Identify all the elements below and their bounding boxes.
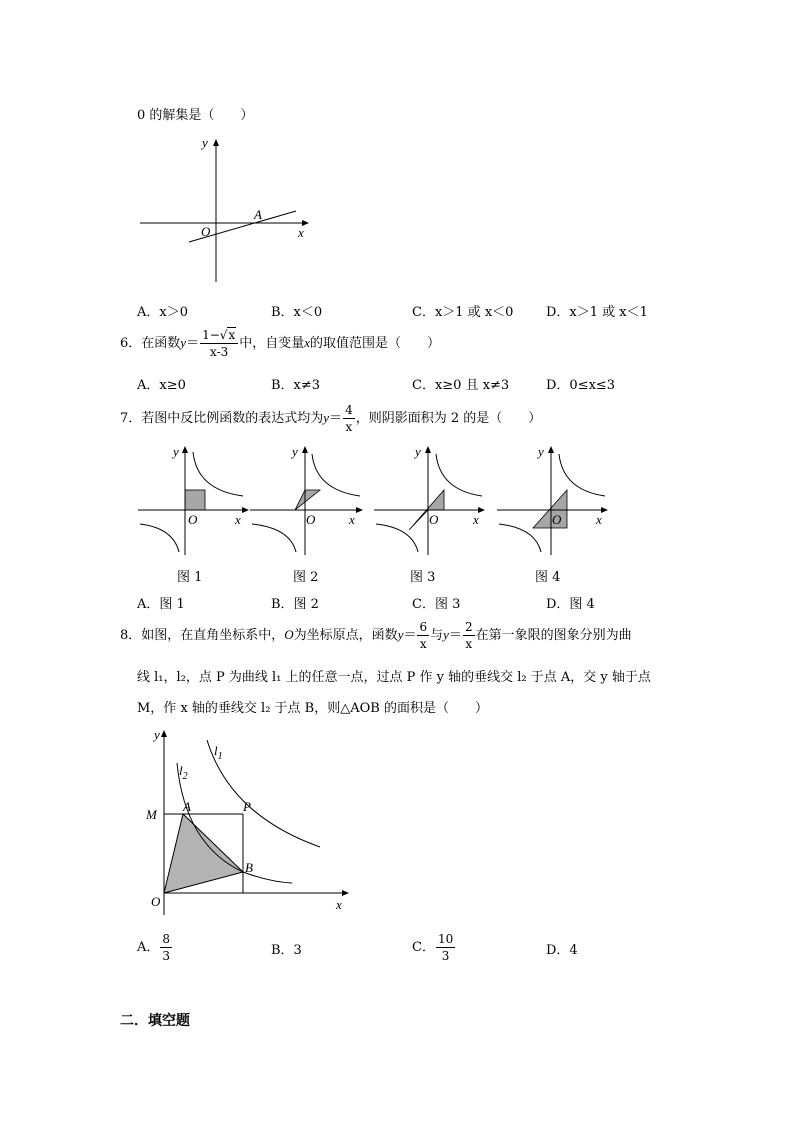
svg-text:A: A <box>183 799 191 814</box>
svg-text:y: y <box>538 444 544 459</box>
svg-text:P: P <box>243 799 251 814</box>
q7-fig4-shade <box>533 490 567 528</box>
q7-stem: 7．若图中反比例函数的表达式均为y＝ $\frac{4}{x}$ ，则阴影面积为 2 的是（ ） <box>120 403 542 434</box>
svg-text:O: O <box>188 512 198 527</box>
q6-option-b[interactable]: B．x≠3 <box>271 378 321 393</box>
q7-caption-4: 图 4 <box>535 570 561 585</box>
q5-point-a-label: A <box>254 207 262 222</box>
q7-option-d[interactable]: D．图 4 <box>546 597 595 612</box>
svg-text:x: x <box>473 512 479 527</box>
q7-figure-1 <box>135 440 255 560</box>
q7-caption-1: 图 1 <box>177 570 203 585</box>
q5-option-c[interactable]: C．x＞1 或 x＜0 <box>412 305 514 320</box>
q5-graph <box>130 130 330 290</box>
q6-option-c[interactable]: C．x≥0 且 x≠3 <box>412 378 510 393</box>
q6-option-a[interactable]: A．x≥0 <box>137 378 186 393</box>
q8-option-b[interactable]: B．3 <box>271 943 302 958</box>
svg-text:x: x <box>349 512 355 527</box>
q5-option-b[interactable]: B．x＜0 <box>271 305 323 320</box>
svg-text:O: O <box>552 512 562 527</box>
q7-fig1-shade <box>185 490 205 510</box>
q7-fraction: $\frac{4}{x}$ <box>345 403 353 434</box>
svg-text:B: B <box>245 860 253 875</box>
q7-option-c[interactable]: C．图 3 <box>412 597 461 612</box>
svg-text:O: O <box>306 512 316 527</box>
svg-text:O: O <box>429 512 439 527</box>
q5-option-a[interactable]: A．x＞0 <box>137 305 188 320</box>
svg-text:l1: $l_1$ <box>214 743 223 762</box>
q7-option-a[interactable]: A．图 1 <box>137 597 185 612</box>
q7-figure-2 <box>250 440 370 560</box>
section-2-heading: 二．填空题 <box>120 1013 190 1029</box>
q5-x-label: x <box>298 225 304 240</box>
q8-option-d[interactable]: D．4 <box>546 943 578 958</box>
q7-caption-2: 图 2 <box>293 570 319 585</box>
svg-text:M: M <box>146 807 157 822</box>
q8-stem-line1: 8．如图，在直角坐标系中，O为坐标原点，函数y＝ $\frac{6}{x}$ 与y＝ $\frac{2}{x}$ 在第一象限的图象分别为曲 <box>120 620 632 651</box>
q5-option-d[interactable]: D．x＞1 或 x＜1 <box>546 305 648 320</box>
q6-option-d[interactable]: D．0≤x≤3 <box>546 378 616 393</box>
q7-caption-3: 图 3 <box>410 570 436 585</box>
svg-text:x: x <box>235 512 241 527</box>
q8-graph <box>140 725 370 925</box>
svg-text:y: y <box>292 444 298 459</box>
q8-curve-l1 <box>207 740 320 847</box>
svg-text:y: y <box>154 727 160 742</box>
q8-option-c[interactable]: C． $\frac{10}{3}$ <box>412 932 454 963</box>
q5-stem-tail: 0 的解集是（ ） <box>137 108 254 123</box>
q7-option-b[interactable]: B．图 2 <box>271 597 319 612</box>
svg-text:O: O <box>151 894 161 909</box>
svg-text:y: y <box>415 444 421 459</box>
q7-fig2-shade <box>295 490 320 510</box>
q8-stem-line3: M，作 x 轴的垂线交 l₂ 于点 B，则△AOB 的面积是（ ） <box>137 701 488 716</box>
q7-fig1-curve-q3 <box>140 524 179 552</box>
q5-origin-label: O <box>201 224 211 239</box>
q8-option-a[interactable]: A． $\frac{8}{3}$ <box>137 932 171 963</box>
svg-text:x: x <box>596 512 602 527</box>
q8-triangle-aob <box>164 814 243 893</box>
q8-stem-line2: 线 l₁，l₂，点 P 为曲线 l₁ 上的任意一点，过点 P 作 y 轴的垂线交 l₂ 于点 A，交 y 轴于点 <box>137 670 651 685</box>
svg-text:y: y <box>173 444 179 459</box>
q6-fraction: $\frac{1-√x}{x-3}$ <box>200 329 238 358</box>
q7-figure-4 <box>495 440 615 560</box>
svg-text:x: x <box>336 897 342 912</box>
svg-text:l2: $l_2$ <box>179 763 188 782</box>
q6-stem: 6．在函数y＝ $\frac{1-√x}{x-3}$ 中，自变量x的取值范围是（ ） <box>120 328 441 359</box>
q5-y-label: y <box>202 135 208 150</box>
q7-fig1-curve-q1 <box>193 452 243 496</box>
q7-figure-3 <box>372 440 492 560</box>
